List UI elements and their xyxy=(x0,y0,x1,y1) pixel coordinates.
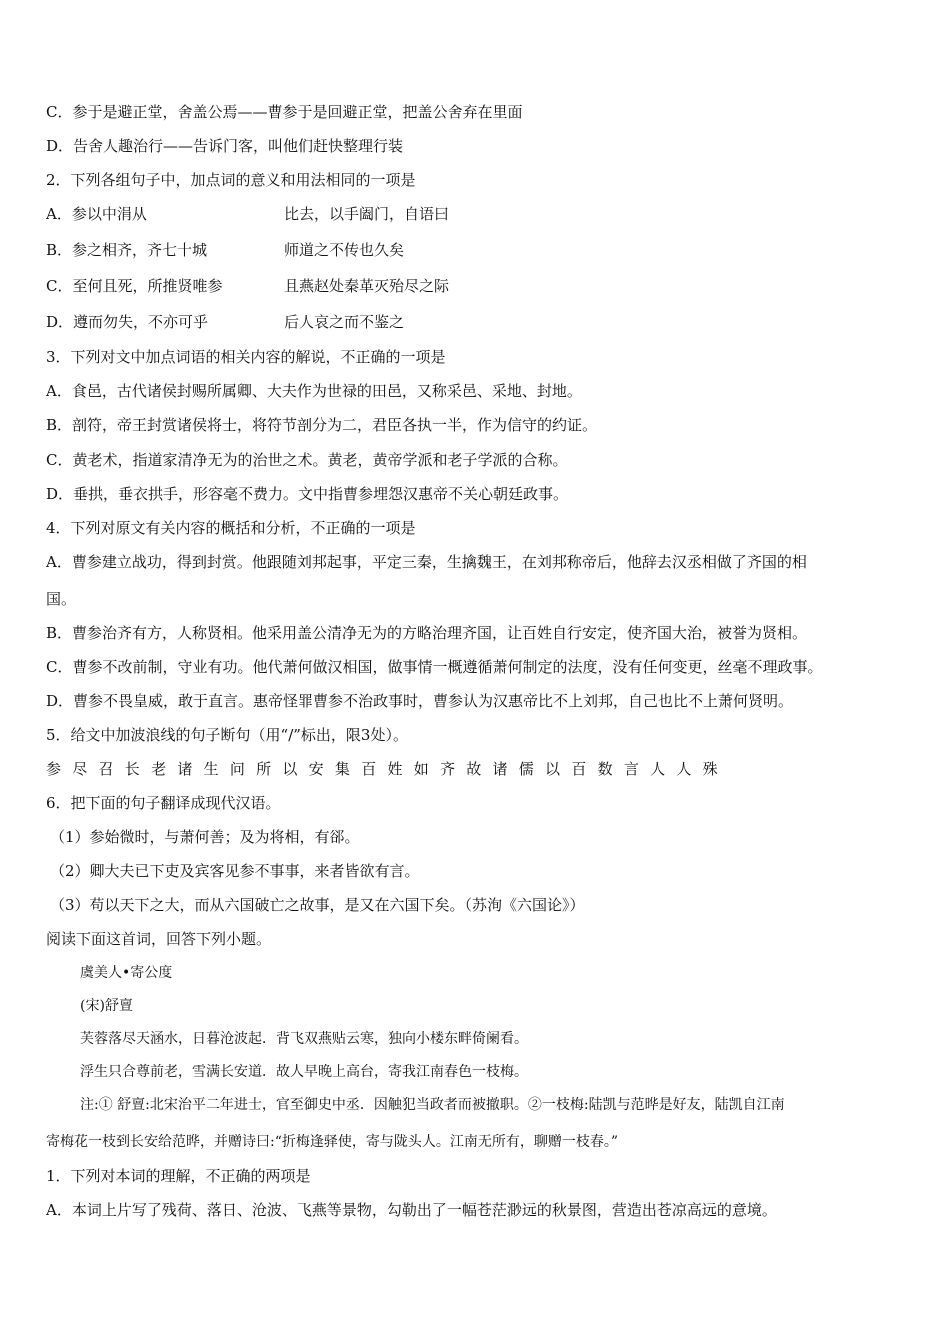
q6-sentence-2: （2）卿大夫已下吏及宾客见参不事事，来者皆欲有言。 xyxy=(50,862,420,880)
question-2: 2．下列各组句子中，加点词的意义和用法相同的一项是 xyxy=(46,171,416,189)
q4-option-b: B．曹参治齐有方，人称贤相。他采用盖公清净无为的方略治理齐国，让百姓自行安定，使齐国大治，被誉为贤相。 xyxy=(46,624,808,642)
q5-char: 如 xyxy=(413,760,429,778)
q5-char: 老 xyxy=(151,760,167,778)
q5-sentence xyxy=(46,759,718,779)
q2-option-d-right: 后人哀之而不鉴之 xyxy=(284,313,405,331)
q5-char: 故 xyxy=(466,760,482,778)
q5-char: 齐 xyxy=(439,760,455,778)
q3-option-b: B．剖符，帝王封赏诸侯将士，将符节剖分为二，君臣各执一半，作为信守的约证。 xyxy=(46,416,598,434)
q2-option-a-right: 比去，以手阖门，自语曰 xyxy=(284,205,450,223)
poem-q1-option-a: A．本词上片写了残荷、落日、沧波、飞燕等景物，勾勒出了一幅苍茫渺远的秋景图，营造出苍凉高远的意境。 xyxy=(46,1201,777,1219)
q2-option-c-right: 且燕赵处秦革灭殆尽之际 xyxy=(284,277,450,295)
q4-option-d: D．曹参不畏皇威，敢于直言。惠帝怪罪曹参不治政事时，曹参认为汉惠帝比不上刘邦，自己也比不上萧何贤明。 xyxy=(46,692,794,710)
q5-char: 尽 xyxy=(72,760,88,778)
question-3: 3．下列对文中加点词语的相关内容的解说，不正确的一项是 xyxy=(46,348,446,366)
q5-char: 安 xyxy=(308,760,324,778)
q1-option-c: C．参于是避正堂，舍盖公焉——曹参于是回避正堂，把盖公舍弃在里面 xyxy=(46,103,523,121)
q3-option-c: C．黄老术，指道家清净无为的治世之术。黄老，黄帝学派和老子学派的合称。 xyxy=(46,451,568,469)
q5-char: 以 xyxy=(545,760,561,778)
q5-char: 诸 xyxy=(177,760,193,778)
q5-char: 所 xyxy=(256,760,272,778)
q2-option-d-left: D．遵而勿失，不亦可乎 xyxy=(46,313,209,331)
q6-sentence-1: （1）参始微时，与萧何善；及为将相，有郤。 xyxy=(50,828,360,846)
q5-char: 人 xyxy=(676,760,692,778)
q2-option-c-left: C．至何且死，所推贤唯参 xyxy=(46,277,223,295)
poem-note-line2: 寄梅花一枝到长安给范晔，并赠诗曰:“折梅逢驿使，寄与陇头人。江南无所有，聊赠一枝春。” xyxy=(46,1134,619,1150)
q5-char: 参 xyxy=(46,760,62,778)
question-6: 6．把下面的句子翻译成现代汉语。 xyxy=(46,794,281,812)
q5-char: 人 xyxy=(650,760,666,778)
q1-option-d: D．告舍人趣治行——告诉门客，叫他们赶快整理行装 xyxy=(46,137,404,155)
poem-note-line1: 注:① 舒亶:北宋治平二年进士，官至御史中丞．因触犯当政者而被撤职。②一枝梅:陆凯与范晔是好友，陆凯自江南 xyxy=(80,1097,785,1113)
q6-sentence-3: （3）苟以天下之大，而从六国破亡之故事，是又在六国下矣。（苏洵《六国论》） xyxy=(50,896,585,914)
q2-option-b-left: B．参之相齐，齐七十城 xyxy=(46,241,208,259)
q5-char: 姓 xyxy=(387,760,403,778)
q5-char: 言 xyxy=(623,760,639,778)
q4-option-c: C．曹参不改前制，守业有功。他代萧何做汉相国，做事情一概遵循萧何制定的法度，没有任何变更，丝毫不理政事。 xyxy=(46,658,823,676)
q2-option-b-right: 师道之不传也久矣 xyxy=(284,241,405,259)
poem-line-1: 芙蓉落尽天涵水，日暮沧波起．背飞双燕贴云寒，独向小楼东畔倚阑看。 xyxy=(80,1031,528,1047)
q4-option-a-line1: A．曹参建立战功，得到封赏。他跟随刘邦起事，平定三秦，生擒魏王，在刘邦称帝后，他辞去汉丞相做了齐国的相 xyxy=(46,553,807,571)
question-4: 4．下列对原文有关内容的概括和分析，不正确的一项是 xyxy=(46,519,416,537)
q5-char: 集 xyxy=(334,760,350,778)
q4-option-a-line2: 国。 xyxy=(46,590,77,608)
q2-option-a-left: A．参以中涓从 xyxy=(46,205,147,223)
question-5: 5．给文中加波浪线的句子断句（用“/”标出，限3处）。 xyxy=(46,726,408,744)
q3-option-d: D．垂拱，垂衣拱手，形容毫不费力。文中指曹参埋怨汉惠帝不关心朝廷政事。 xyxy=(46,485,569,503)
q5-char: 长 xyxy=(124,760,140,778)
q5-char: 问 xyxy=(229,760,245,778)
q5-char: 数 xyxy=(597,760,613,778)
poem-line-2: 浮生只合尊前老，雪满长安道．故人早晚上高台，寄我江南春色一枝梅。 xyxy=(80,1064,528,1080)
reading-instruction: 阅读下面这首词，回答下列小题。 xyxy=(46,930,272,948)
poem-author: (宋)舒亶 xyxy=(80,998,133,1014)
q5-char: 召 xyxy=(98,760,114,778)
q5-char: 百 xyxy=(571,760,587,778)
q5-char: 诸 xyxy=(492,760,508,778)
q5-char: 百 xyxy=(361,760,377,778)
q5-char: 儒 xyxy=(518,760,534,778)
q5-char: 以 xyxy=(282,760,298,778)
q5-char: 生 xyxy=(203,760,219,778)
poem-title: 虞美人•寄公度 xyxy=(80,965,173,981)
q3-option-a: A．食邑，古代诸侯封赐所属卿、大夫作为世禄的田邑，又称采邑、采地、封地。 xyxy=(46,382,582,400)
poem-question-1: 1．下列对本词的理解，不正确的两项是 xyxy=(46,1167,311,1185)
q5-char: 殊 xyxy=(702,760,718,778)
